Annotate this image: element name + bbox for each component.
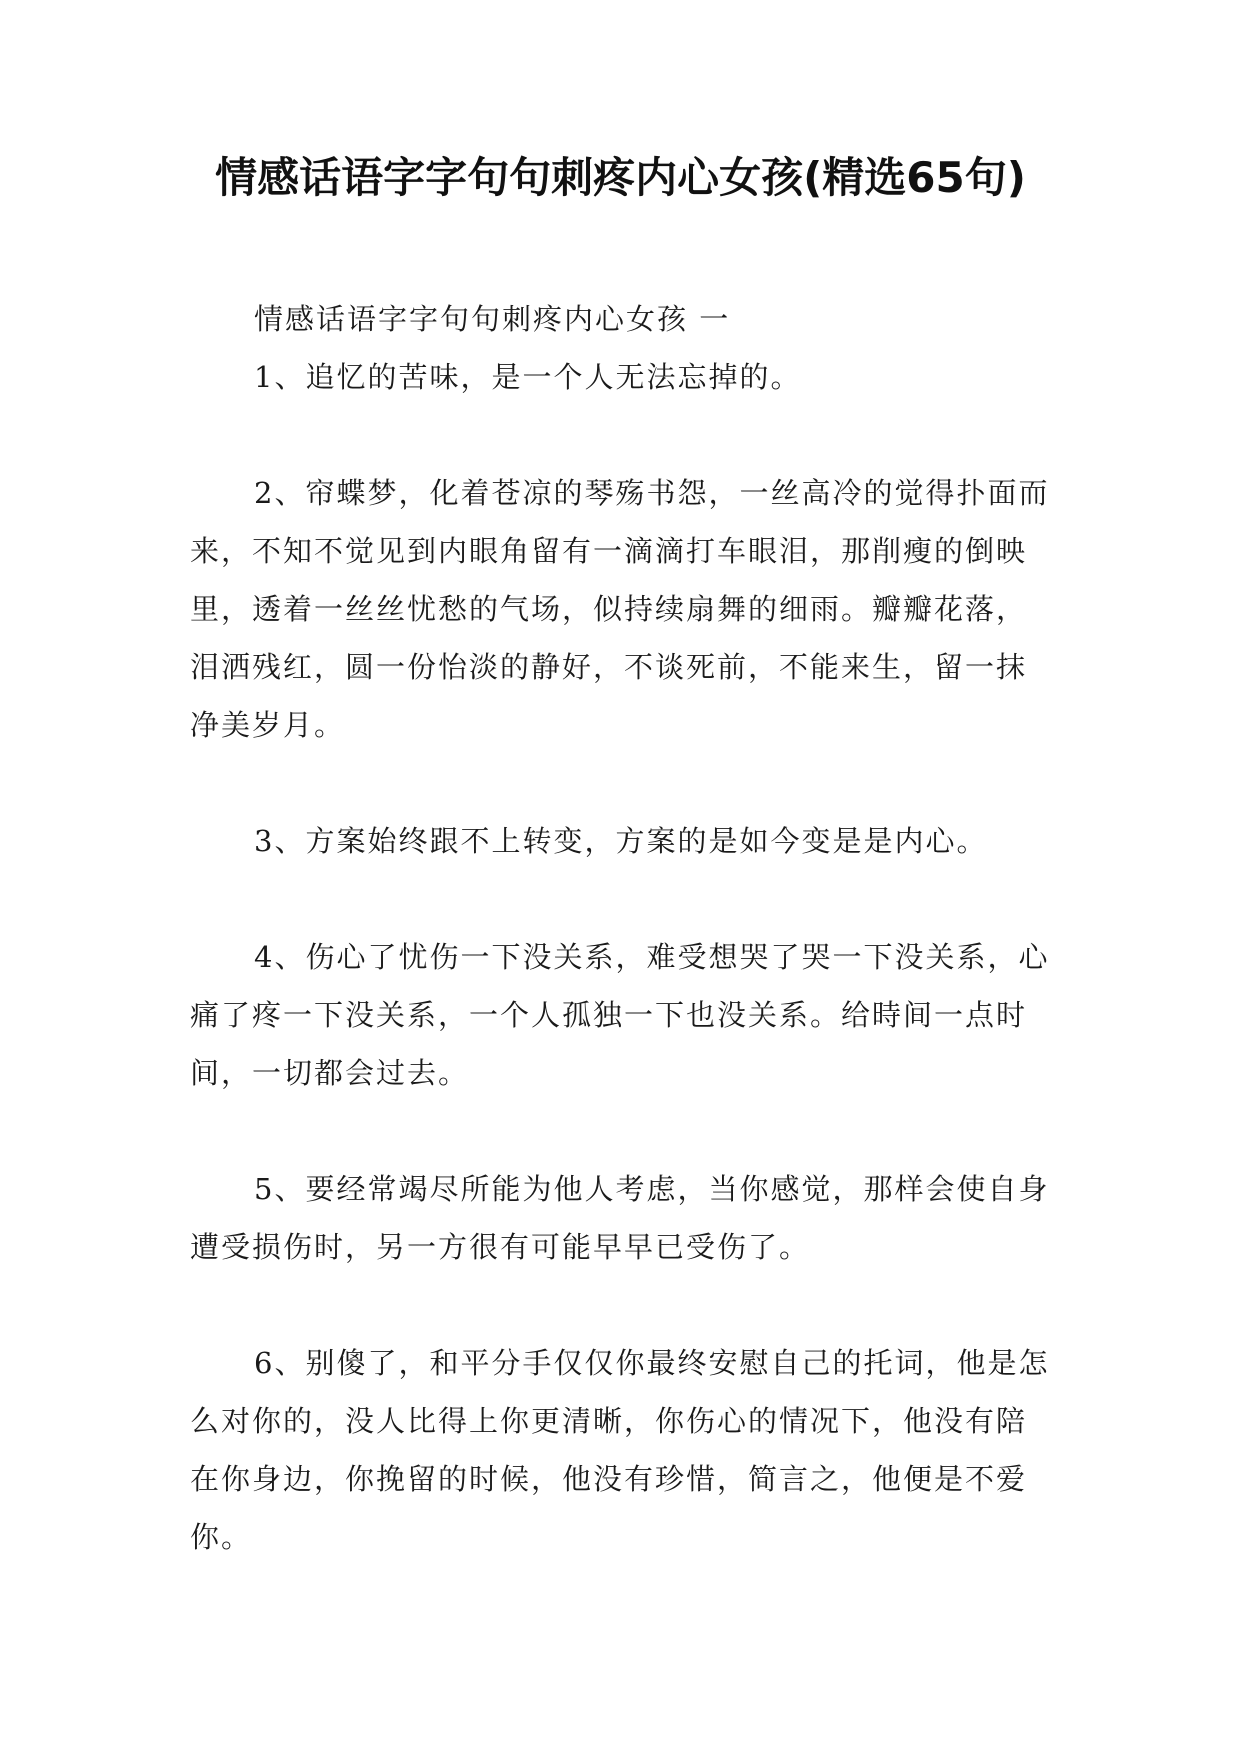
section-heading: 情感话语字字句句刺疼内心女孩 一 — [254, 302, 731, 336]
paragraph-6: 6、别傻了，和平分手仅仅你最终安慰自己的托词，他是怎么对你的，没人比得上你更清晰，你伤心的情况下，他没有陪在你身边，你挽留的时候，他没有珍惜，简言之，他便是不爱你。 — [190, 1346, 1050, 1554]
paragraph-5: 5、要经常竭尽所能为他人考虑，当你感觉，那样会使自身遭受损伤时，另一方很有可能早早已受伤了。 — [190, 1172, 1050, 1264]
paragraph-3: 3、方案始终跟不上转变，方案的是如今变是是内心。 — [254, 824, 988, 858]
paragraph-1: 1、追忆的苦味，是一个人无法忘掉的。 — [254, 360, 802, 394]
paragraph-2: 2、帘蝶梦，化着苍凉的琴殇书怨，一丝高冷的觉得扑面而来，不知不觉见到内眼角留有一滴滴打车眼泪，那削瘦的倒映里，透着一丝丝忧愁的气场，似持续扇舞的细雨。瓣瓣花落，泪洒残红，圆一份怡淡的静好，不谈死前，不能来生，留一抹净美岁月。 — [190, 476, 1050, 742]
document-title: 情感话语字字句句刺疼内心女孩(精选65句) — [215, 153, 1026, 202]
paragraph-4: 4、伤心了忧伤一下没关系，难受想哭了哭一下没关系，心痛了疼一下没关系，一个人孤独一下也没关系。给時间一点时间，一切都会过去。 — [190, 940, 1050, 1090]
document-body — [190, 290, 1050, 1566]
